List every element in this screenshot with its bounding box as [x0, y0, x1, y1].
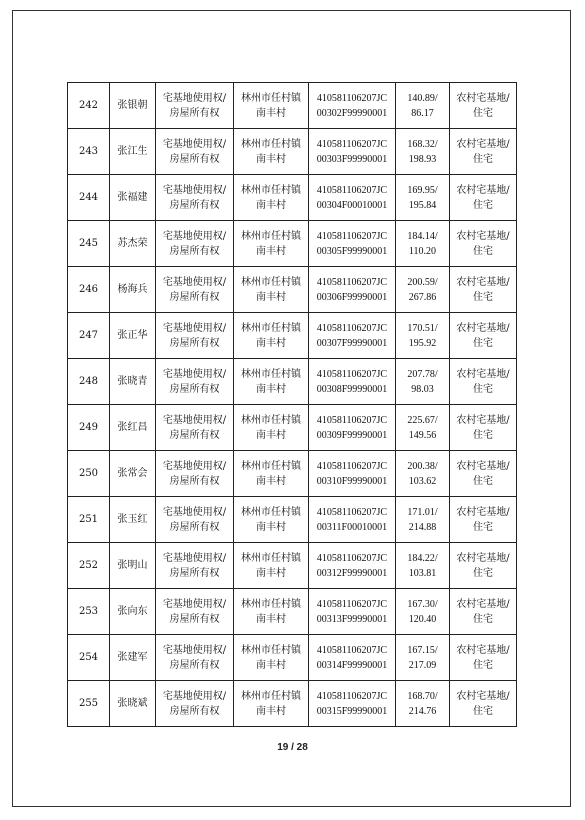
land-use-cell [450, 83, 517, 129]
right-type-cell [156, 681, 234, 727]
right-type-cell [156, 405, 234, 451]
parcel-code-text: 00313F99990001 [316, 613, 388, 625]
owner-name-text: 杨海兵 [117, 284, 148, 295]
owner-name-text: 张明山 [117, 560, 148, 571]
location-cell [234, 589, 309, 635]
records-table-wrapper [67, 82, 516, 726]
owner-name-text: 张福建 [117, 192, 148, 203]
location-text: 林州市任村镇 [241, 322, 301, 334]
land-use-cell [450, 543, 517, 589]
area-cell [396, 497, 450, 543]
location-cell [234, 313, 309, 359]
record-number-text: 255 [78, 698, 99, 709]
land-use-text: 农村宅基地/ [456, 184, 510, 196]
record-number-text: 242 [78, 100, 99, 111]
area-text: 168.70/ [407, 690, 438, 702]
parcel-code-text: 410581106207JC [316, 690, 388, 702]
right-type-text: 宅基地使用权/ [162, 368, 227, 380]
record-number-cell [68, 497, 110, 543]
land-use-text: 农村宅基地/ [456, 552, 510, 564]
right-type-text: 宅基地使用权/ [162, 506, 227, 518]
owner-name-cell [110, 175, 156, 221]
location-cell [234, 359, 309, 405]
area-text: 110.20 [408, 245, 437, 257]
record-number-text: 246 [78, 284, 99, 295]
records-table [67, 82, 517, 727]
right-type-cell [156, 497, 234, 543]
owner-name-text: 张玉红 [117, 514, 148, 525]
land-use-cell [450, 221, 517, 267]
record-number-text: 244 [78, 192, 99, 203]
area-text: 217.09 [408, 659, 437, 671]
parcel-code-cell [309, 497, 396, 543]
land-use-text: 住宅 [473, 337, 493, 349]
area-text: 267.86 [408, 291, 437, 303]
land-use-text: 农村宅基地/ [456, 414, 510, 426]
location-text: 南丰村 [256, 429, 286, 441]
owner-name-cell [110, 543, 156, 589]
location-cell [234, 129, 309, 175]
parcel-code-text: 410581106207JC [316, 322, 388, 334]
right-type-cell [156, 267, 234, 313]
right-type-cell [156, 221, 234, 267]
land-use-text: 住宅 [473, 429, 493, 441]
location-text: 南丰村 [256, 337, 286, 349]
parcel-code-text: 410581106207JC [316, 460, 388, 472]
area-cell [396, 175, 450, 221]
right-type-text: 房屋所有权 [169, 153, 220, 165]
location-text: 南丰村 [256, 107, 286, 119]
right-type-cell [156, 129, 234, 175]
location-cell [234, 543, 309, 589]
right-type-text: 宅基地使用权/ [162, 138, 227, 150]
area-cell [396, 543, 450, 589]
right-type-cell [156, 83, 234, 129]
record-number-cell [68, 543, 110, 589]
right-type-text: 宅基地使用权/ [162, 184, 227, 196]
record-number-cell [68, 221, 110, 267]
parcel-code-cell [309, 589, 396, 635]
location-text: 林州市任村镇 [241, 138, 301, 150]
owner-name-cell [110, 83, 156, 129]
table-row [68, 175, 517, 221]
record-number-cell [68, 589, 110, 635]
owner-name-cell [110, 497, 156, 543]
parcel-code-text: 410581106207JC [316, 184, 388, 196]
table-row [68, 681, 517, 727]
owner-name-cell [110, 267, 156, 313]
right-type-cell [156, 589, 234, 635]
area-text: 195.84 [408, 199, 437, 211]
area-cell [396, 129, 450, 175]
land-use-cell [450, 175, 517, 221]
owner-name-text: 张江生 [117, 146, 148, 157]
land-use-text: 农村宅基地/ [456, 230, 510, 242]
parcel-code-cell [309, 313, 396, 359]
owner-name-cell [110, 451, 156, 497]
area-text: 120.40 [408, 613, 437, 625]
right-type-text: 宅基地使用权/ [162, 598, 227, 610]
right-type-text: 房屋所有权 [169, 199, 220, 211]
location-cell [234, 83, 309, 129]
record-number-text: 245 [78, 238, 99, 249]
parcel-code-text: 00311F00010001 [316, 521, 388, 533]
land-use-cell [450, 313, 517, 359]
record-number-cell [68, 451, 110, 497]
land-use-cell [450, 635, 517, 681]
right-type-text: 房屋所有权 [169, 521, 220, 533]
area-text: 140.89/ [407, 92, 438, 104]
parcel-code-text: 00307F99990001 [316, 337, 388, 349]
location-text: 南丰村 [256, 383, 286, 395]
parcel-code-cell [309, 267, 396, 313]
table-row [68, 589, 517, 635]
parcel-code-text: 410581106207JC [316, 368, 388, 380]
parcel-code-text: 410581106207JC [316, 230, 388, 242]
right-type-text: 宅基地使用权/ [162, 92, 227, 104]
right-type-text: 房屋所有权 [169, 613, 220, 625]
area-text: 214.76 [408, 705, 437, 717]
area-text: 184.14/ [407, 230, 438, 242]
location-text: 南丰村 [256, 705, 286, 717]
land-use-text: 农村宅基地/ [456, 598, 510, 610]
parcel-code-cell [309, 405, 396, 451]
location-text: 林州市任村镇 [241, 598, 301, 610]
parcel-code-cell [309, 129, 396, 175]
location-text: 林州市任村镇 [241, 506, 301, 518]
right-type-text: 宅基地使用权/ [162, 460, 227, 472]
parcel-code-cell [309, 221, 396, 267]
record-number-cell [68, 175, 110, 221]
land-use-cell [450, 681, 517, 727]
location-text: 南丰村 [256, 567, 286, 579]
land-use-cell [450, 589, 517, 635]
parcel-code-text: 00305F99990001 [316, 245, 388, 257]
land-use-cell [450, 359, 517, 405]
location-text: 林州市任村镇 [241, 92, 301, 104]
location-cell [234, 267, 309, 313]
table-row [68, 129, 517, 175]
record-number-cell [68, 313, 110, 359]
area-text: 225.67/ [407, 414, 438, 426]
parcel-code-text: 00312F99990001 [316, 567, 388, 579]
location-text: 南丰村 [256, 199, 286, 211]
right-type-text: 宅基地使用权/ [162, 690, 227, 702]
right-type-cell [156, 359, 234, 405]
owner-name-text: 张建军 [117, 652, 148, 663]
table-row [68, 497, 517, 543]
record-number-cell [68, 359, 110, 405]
right-type-text: 宅基地使用权/ [162, 276, 227, 288]
land-use-text: 住宅 [473, 245, 493, 257]
location-text: 林州市任村镇 [241, 276, 301, 288]
owner-name-cell [110, 681, 156, 727]
land-use-text: 农村宅基地/ [456, 92, 510, 104]
area-cell [396, 451, 450, 497]
owner-name-text: 张银朝 [117, 100, 148, 111]
right-type-text: 房屋所有权 [169, 337, 220, 349]
record-number-text: 249 [78, 422, 99, 433]
parcel-code-cell [309, 543, 396, 589]
parcel-code-text: 00304F00010001 [316, 199, 388, 211]
right-type-cell [156, 543, 234, 589]
parcel-code-text: 410581106207JC [316, 138, 388, 150]
parcel-code-cell [309, 175, 396, 221]
land-use-text: 农村宅基地/ [456, 690, 510, 702]
land-use-text: 农村宅基地/ [456, 368, 510, 380]
location-text: 南丰村 [256, 475, 286, 487]
owner-name-cell [110, 359, 156, 405]
table-row [68, 83, 517, 129]
land-use-text: 农村宅基地/ [456, 460, 510, 472]
owner-name-text: 张红昌 [117, 422, 148, 433]
area-cell [396, 405, 450, 451]
right-type-text: 房屋所有权 [169, 107, 220, 119]
area-text: 214.88 [408, 521, 437, 533]
right-type-cell [156, 635, 234, 681]
area-text: 207.78/ [407, 368, 438, 380]
right-type-text: 房屋所有权 [169, 291, 220, 303]
area-text: 103.62 [408, 475, 437, 487]
right-type-text: 房屋所有权 [169, 383, 220, 395]
location-text: 林州市任村镇 [241, 552, 301, 564]
owner-name-text: 张常会 [117, 468, 148, 479]
right-type-text: 宅基地使用权/ [162, 644, 227, 656]
location-text: 林州市任村镇 [241, 230, 301, 242]
land-use-text: 农村宅基地/ [456, 322, 510, 334]
parcel-code-text: 410581106207JC [316, 644, 388, 656]
area-text: 200.38/ [407, 460, 438, 472]
location-text: 林州市任村镇 [241, 460, 301, 472]
land-use-cell [450, 451, 517, 497]
parcel-code-text: 410581106207JC [316, 506, 388, 518]
right-type-text: 宅基地使用权/ [162, 552, 227, 564]
area-text: 195.92 [408, 337, 437, 349]
area-cell [396, 359, 450, 405]
area-cell [396, 267, 450, 313]
land-use-text: 农村宅基地/ [456, 506, 510, 518]
table-row [68, 313, 517, 359]
area-text: 167.15/ [407, 644, 438, 656]
parcel-code-cell [309, 635, 396, 681]
owner-name-text: 张晓青 [117, 376, 148, 387]
area-cell [396, 635, 450, 681]
area-text: 168.32/ [407, 138, 438, 150]
location-text: 南丰村 [256, 613, 286, 625]
record-number-cell [68, 635, 110, 681]
record-number-text: 243 [78, 146, 99, 157]
parcel-code-text: 00309F99990001 [316, 429, 388, 441]
parcel-code-cell [309, 451, 396, 497]
land-use-text: 农村宅基地/ [456, 644, 510, 656]
land-use-cell [450, 267, 517, 313]
parcel-code-text: 00306F99990001 [316, 291, 388, 303]
parcel-code-text: 410581106207JC [316, 552, 388, 564]
location-text: 南丰村 [256, 245, 286, 257]
area-cell [396, 221, 450, 267]
area-text: 86.17 [411, 107, 434, 119]
land-use-cell [450, 405, 517, 451]
location-text: 南丰村 [256, 153, 286, 165]
owner-name-cell [110, 129, 156, 175]
land-use-text: 住宅 [473, 613, 493, 625]
record-number-cell [68, 267, 110, 313]
land-use-text: 农村宅基地/ [456, 276, 510, 288]
land-use-text: 住宅 [473, 475, 493, 487]
right-type-text: 宅基地使用权/ [162, 414, 227, 426]
table-row [68, 405, 517, 451]
parcel-code-cell [309, 681, 396, 727]
parcel-code-text: 00303F99990001 [316, 153, 388, 165]
location-text: 南丰村 [256, 521, 286, 533]
land-use-cell [450, 129, 517, 175]
table-row [68, 543, 517, 589]
location-text: 林州市任村镇 [241, 644, 301, 656]
table-body [68, 83, 517, 727]
right-type-text: 房屋所有权 [169, 705, 220, 717]
area-text: 167.30/ [407, 598, 438, 610]
right-type-cell [156, 313, 234, 359]
location-cell [234, 221, 309, 267]
page-number: 19 / 28 [277, 742, 308, 753]
right-type-text: 房屋所有权 [169, 659, 220, 671]
area-cell [396, 83, 450, 129]
right-type-text: 房屋所有权 [169, 567, 220, 579]
record-number-cell [68, 129, 110, 175]
location-cell [234, 497, 309, 543]
parcel-code-text: 00302F99990001 [316, 107, 388, 119]
area-text: 103.81 [408, 567, 437, 579]
land-use-text: 住宅 [473, 107, 493, 119]
area-cell [396, 589, 450, 635]
owner-name-text: 张向东 [117, 606, 148, 617]
location-text: 林州市任村镇 [241, 690, 301, 702]
land-use-text: 住宅 [473, 199, 493, 211]
land-use-text: 住宅 [473, 705, 493, 717]
location-cell [234, 175, 309, 221]
record-number-cell [68, 83, 110, 129]
area-text: 169.95/ [407, 184, 438, 196]
table-row [68, 267, 517, 313]
right-type-text: 房屋所有权 [169, 245, 220, 257]
table-row [68, 359, 517, 405]
land-use-text: 住宅 [473, 567, 493, 579]
right-type-text: 宅基地使用权/ [162, 322, 227, 334]
area-text: 171.01/ [407, 506, 438, 518]
land-use-text: 住宅 [473, 153, 493, 165]
record-number-cell [68, 681, 110, 727]
right-type-cell [156, 451, 234, 497]
location-text: 林州市任村镇 [241, 368, 301, 380]
location-text: 林州市任村镇 [241, 184, 301, 196]
owner-name-text: 苏杰荣 [117, 238, 148, 249]
parcel-code-text: 00310F99990001 [316, 475, 388, 487]
area-text: 149.56 [408, 429, 437, 441]
location-cell [234, 681, 309, 727]
record-number-text: 254 [78, 652, 99, 663]
record-number-text: 251 [78, 514, 99, 525]
table-row [68, 635, 517, 681]
area-text: 98.03 [411, 383, 434, 395]
right-type-text: 宅基地使用权/ [162, 230, 227, 242]
area-cell [396, 313, 450, 359]
location-cell [234, 451, 309, 497]
record-number-text: 253 [78, 606, 99, 617]
owner-name-cell [110, 221, 156, 267]
table-row [68, 221, 517, 267]
owner-name-cell [110, 405, 156, 451]
parcel-code-cell [309, 359, 396, 405]
record-number-text: 247 [78, 330, 99, 341]
location-cell [234, 635, 309, 681]
area-text: 200.59/ [407, 276, 438, 288]
record-number-cell [68, 405, 110, 451]
record-number-text: 248 [78, 376, 99, 387]
record-number-text: 252 [78, 560, 99, 571]
owner-name-cell [110, 313, 156, 359]
location-text: 林州市任村镇 [241, 414, 301, 426]
owner-name-cell [110, 635, 156, 681]
right-type-text: 房屋所有权 [169, 475, 220, 487]
land-use-text: 住宅 [473, 659, 493, 671]
parcel-code-cell [309, 83, 396, 129]
table-row [68, 451, 517, 497]
land-use-text: 农村宅基地/ [456, 138, 510, 150]
location-text: 南丰村 [256, 659, 286, 671]
parcel-code-text: 00308F99990001 [316, 383, 388, 395]
parcel-code-text: 00315F99990001 [316, 705, 388, 717]
parcel-code-text: 410581106207JC [316, 92, 388, 104]
owner-name-text: 张正华 [117, 330, 148, 341]
land-use-cell [450, 497, 517, 543]
right-type-text: 房屋所有权 [169, 429, 220, 441]
location-text: 南丰村 [256, 291, 286, 303]
land-use-text: 住宅 [473, 383, 493, 395]
parcel-code-text: 410581106207JC [316, 276, 388, 288]
area-text: 184.22/ [407, 552, 438, 564]
right-type-cell [156, 175, 234, 221]
area-cell [396, 681, 450, 727]
land-use-text: 住宅 [473, 521, 493, 533]
parcel-code-text: 410581106207JC [316, 598, 388, 610]
area-text: 170.51/ [407, 322, 438, 334]
area-text: 198.93 [408, 153, 437, 165]
owner-name-text: 张晓斌 [117, 698, 148, 709]
owner-name-cell [110, 589, 156, 635]
land-use-text: 住宅 [473, 291, 493, 303]
parcel-code-text: 00314F99990001 [316, 659, 388, 671]
parcel-code-text: 410581106207JC [316, 414, 388, 426]
record-number-text: 250 [78, 468, 99, 479]
location-cell [234, 405, 309, 451]
